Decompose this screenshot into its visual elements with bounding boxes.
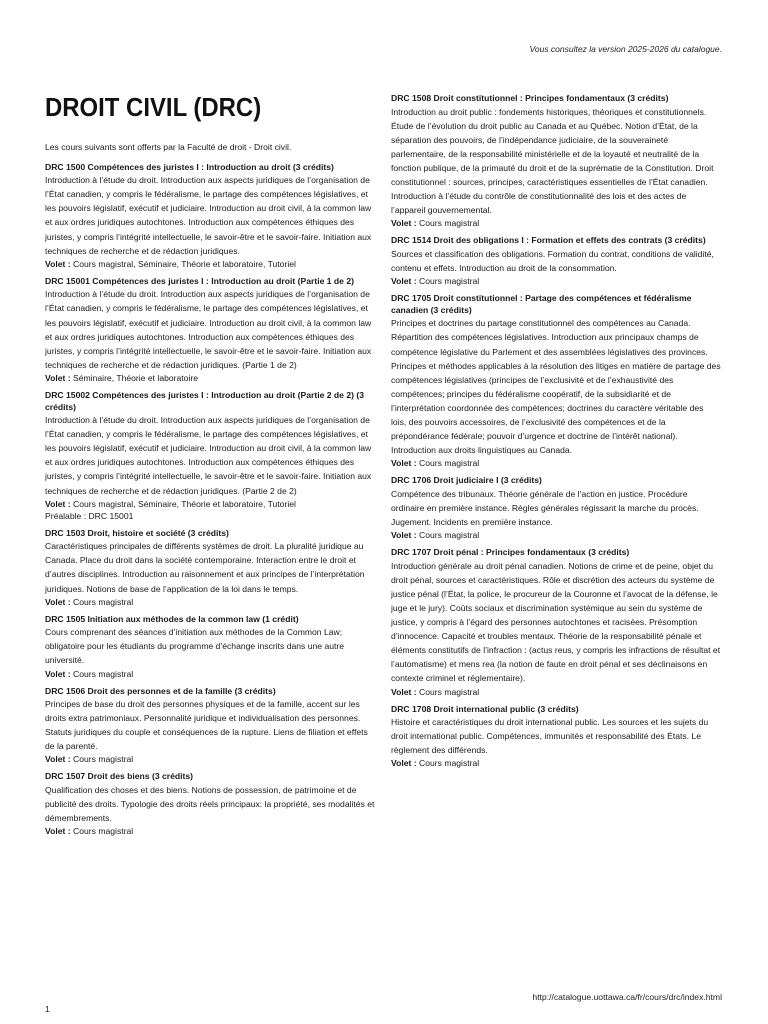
volet-label: Volet :: [391, 458, 417, 469]
course-volet: [391, 457, 721, 469]
course-title: DRC 1508 Droit constitutionnel : Principes fondamentaux (3 crédits): [391, 93, 669, 103]
course-description: Sources et classification des obligations. Formation du contrat, conditions de validité, contenu et effets. Introduction au droit de la consommation.: [391, 248, 714, 274]
volet-value: Cours magistral: [419, 686, 480, 697]
course-description: Introduction à l’étude du droit. Introduction aux aspects juridiques de l’organisation de l’État canadien, y compris le fédéralisme, le partage des compétences législatives, et les pouvoirs législatif, exécutif et judiciaire. Introduction au droit civil, à la common law et aux ordres juridiques autochtones. Introduction aux compétences éthiques des juristes, y compris l’intégrité intellectuelle, le savoir-être et le savoir-faire. Initiation aux techniques de recherche et de rédaction juridiques.: [45, 175, 372, 256]
course-volet: [391, 757, 721, 769]
course-description: Qualification des choses et des biens. Notions de possession, de patrimoine et de publicité des droits. Typologie des droits réels principaux: la propriété, ses modalités et démembrements.: [45, 785, 375, 824]
volet-value: Cours magistral: [419, 530, 480, 541]
course-entry: [391, 475, 721, 541]
volet-label: Volet :: [45, 826, 71, 837]
course-entry: [391, 547, 721, 697]
volet-label: Volet :: [45, 754, 71, 765]
course-title: DRC 1707 Droit pénal : Principes fondamentaux (3 crédits): [391, 547, 630, 558]
intro-text: Les cours suivants sont offerts par la Faculté de droit - Droit civil.: [45, 142, 292, 152]
course-entry: [45, 162, 375, 270]
volet-value: Cours magistral: [73, 826, 134, 837]
course-volet: [45, 498, 375, 510]
course-title: DRC 1706 Droit judiciaire I (3 crédits): [391, 475, 542, 486]
course-entry: [391, 704, 721, 770]
course-title: DRC 1500 Compétences des juristes I : Introduction au droit (3 crédits): [45, 161, 334, 172]
volet-value: Cours magistral: [73, 754, 134, 765]
course-volet: [45, 372, 375, 384]
volet-label: Volet :: [45, 372, 71, 383]
right-column: [391, 93, 721, 775]
volet-value: Cours magistral, Séminaire, Théorie et laboratoire, Tutoriel: [73, 258, 296, 269]
volet-label: Volet :: [391, 276, 417, 287]
volet-value: Cours magistral, Séminaire, Théorie et laboratoire, Tutoriel: [73, 498, 296, 509]
page-title: DROIT CIVIL (DRC): [45, 92, 262, 122]
footer-url[interactable]: http://catalogue.uottawa.ca/fr/cours/drc/index.html: [532, 992, 722, 1002]
course-title: DRC 15001 Compétences des juristes I : Introduction au droit (Partie 1 de 2): [45, 275, 354, 286]
course-entry: [45, 771, 375, 837]
course-volet: [391, 686, 721, 698]
course-title: DRC 1507 Droit des biens (3 crédits): [45, 771, 194, 782]
page-number: 1: [45, 1004, 50, 1014]
course-entry: [391, 293, 721, 469]
course-description: Principes de base du droit des personnes physiques et de la famille, accent sur les droits extra patrimoniaux. Personnalité juridique et individualisation des personnes. Statuts juridiques du couple et conséquences de la rupture. Liens de filiation et effets de la parenté.: [45, 699, 368, 752]
course-title: DRC 1506 Droit des personnes et de la famille (3 crédits): [45, 685, 276, 696]
volet-label: Volet :: [45, 596, 71, 607]
course-entry: [391, 235, 721, 287]
left-course-list: [45, 162, 375, 838]
course-entry: [45, 528, 375, 608]
course-description: Cours comprenant des séances d’initiation aux méthodes de la Common Law; obligatoire pour les étudiants du programme d’échange inscrits dans une autre université.: [45, 627, 345, 666]
volet-label: Volet :: [391, 758, 417, 769]
course-volet: [391, 217, 721, 229]
volet-value: Cours magistral: [73, 668, 134, 679]
course-title: DRC 1705 Droit constitutionnel : Partage des compétences et fédéralisme canadien (3 crédits): [391, 293, 692, 315]
course-title: DRC 1503 Droit, histoire et société (3 crédits): [45, 527, 229, 538]
course-description: Introduction générale au droit pénal canadien. Notions de crime et de peine, objet du droit pénal, sources et caractéristiques. Rôle et discrétion des acteurs du système de justice pénal (l’État, la police, le procureur de la Couronne et l’avocat de la défense, le juge et le jury). Coûts sociaux et discrimination systémique au sein du système de justice, y compris à l’égard des personnes autochtones et racisées. Présomption d’innocence. Capacité et troubles mentaux. Théorie de la responsabilité pénale et éléments constitutifs de l’infraction : (actus reus, y compris les infractions de résultat et l’automatisme) et mens rea (la notion de faute en droit pénal et ses déclinaisons en contexte criminel et réglementaire).: [391, 560, 721, 684]
course-volet: [45, 596, 375, 608]
course-description: Introduction à l’étude du droit. Introduction aux aspects juridiques de l’organisation de l’État canadien, y compris le fédéralisme, le partage des compétences législatives, et les pouvoirs législatif, exécutif et judiciaire. Introduction au droit civil, à la common law et aux ordres juridiques autochtones. Introduction aux compétences éthiques des juristes, y compris l’intégrité intellectuelle, le savoir-être et le savoir-faire. Initiation aux techniques de recherche et de rédaction juridiques. (Partie 2 de 2): [45, 415, 372, 496]
course-entry: [45, 614, 375, 680]
course-title: DRC 1708 Droit international public (3 crédits): [391, 703, 579, 714]
course-description: Introduction au droit public : fondements historiques, théoriques et constitutionnels. Étude de l’évolution du droit public au Canada et au Québec. Notion d’État, de la séparation des pouvoirs, de l’indépendance judiciaire, de la souveraineté parlementaire, de la responsabilité ministérielle et de la loyauté et neutralité de la fonction publique, de la primauté du droit et de la suprématie de la Constitution. Droit constitutionnel : sources, principes, caractéristiques essentielles de l’État canadien. Introduction à l’étude du contrôle de constitutionnalité des lois et des actes de l’appareil gouvernemental.: [391, 106, 714, 216]
course-volet: [45, 753, 375, 765]
course-entry: [391, 93, 721, 229]
course-description: Introduction à l’étude du droit. Introduction aux aspects juridiques de l’organisation de l’État canadien, y compris le fédéralisme, le partage des compétences législatives, et les pouvoirs législatif, exécutif et judiciaire. Introduction au droit civil, à la common law et aux ordres juridiques autochtones. Introduction aux compétences éthiques des juristes, y compris l’intégrité intellectuelle, le savoir-être et le savoir-faire. Initiation aux techniques de recherche et de rédaction juridiques. (Partie 1 de 2): [45, 289, 372, 370]
volet-value: Cours magistral: [419, 758, 480, 769]
course-description: Caractéristiques principales de différents systèmes de droit. La pluralité juridique au Canada. Place du droit dans la société contemporaine. Interaction entre le droit et d’autres disciplines. Introduction au raisonnement et aux principes de l’interprétation juridiques. Notions de base de l’application de la loi dans le temps.: [45, 541, 365, 594]
course-volet: [45, 258, 375, 270]
volet-value: Séminaire, Théorie et laboratoire: [73, 372, 199, 383]
volet-label: Volet :: [45, 258, 71, 269]
course-entry: [45, 390, 375, 522]
volet-value: Cours magistral: [419, 276, 480, 287]
volet-label: Volet :: [45, 668, 71, 679]
course-prerequisite: Préalable : DRC 15001: [45, 510, 134, 521]
volet-label: Volet :: [391, 218, 417, 229]
course-description: Principes et doctrines du partage constitutionnel des compétences au Canada. Répartition des compétences législatives. Introduction aux principaux champs de compétence législative du Parlement et des assemblées législatives des provinces. Principes et méthodes applicables à la résolution des litiges en matière de partage des compétences législatives (principes de l’exclusivité et de l’exhaustivité des compétences; principes du fédéralisme coopératif, de la subsidiarité et de l’interprétation coordonnée des compétences; doctrines du caractère véritable des lois, des pouvoirs accessoires, de l’exclusivité des compétences et de la prépondérance fédérale; pouvoir d’urgence et doctrine de l’intérêt national). Introduction aux droits linguistiques au Canada.: [391, 318, 721, 456]
course-volet: [391, 529, 721, 541]
course-title: DRC 1505 Initiation aux méthodes de la common law (1 crédit): [45, 613, 299, 624]
course-description: Histoire et caractéristiques du droit international public. Les sources et les sujets du droit international public. Compétences, immunités et responsabilité des États. Le règlement des différends.: [391, 717, 709, 756]
volet-value: Cours magistral: [419, 458, 480, 469]
course-volet: [391, 275, 721, 287]
course-title: DRC 1514 Droit des obligations I : Formation et effets des contrats (3 crédits): [391, 235, 706, 246]
course-volet: [45, 825, 375, 837]
course-volet: [45, 668, 375, 680]
volet-label: Volet :: [391, 686, 417, 697]
volet-value: Cours magistral: [419, 218, 480, 229]
course-description: Compétence des tribunaux. Théorie générale de l’action en justice. Procédure ordinaire en première instance. Règles générales régissant la marche du procès. Jugement. Incidents en première instance.: [391, 488, 699, 528]
course-entry: [45, 686, 375, 766]
course-title: DRC 15002 Compétences des juristes I : Introduction au droit (Partie 2 de 2) (3 crédits): [45, 389, 365, 412]
course-entry: [45, 276, 375, 384]
volet-label: Volet :: [45, 498, 71, 509]
right-course-list: [391, 93, 721, 769]
catalogue-version-notice: Vous consultez la version 2025-2026 du catalogue.: [529, 44, 722, 54]
left-column: [45, 92, 375, 843]
volet-label: Volet :: [391, 530, 417, 541]
volet-value: Cours magistral: [73, 596, 134, 607]
